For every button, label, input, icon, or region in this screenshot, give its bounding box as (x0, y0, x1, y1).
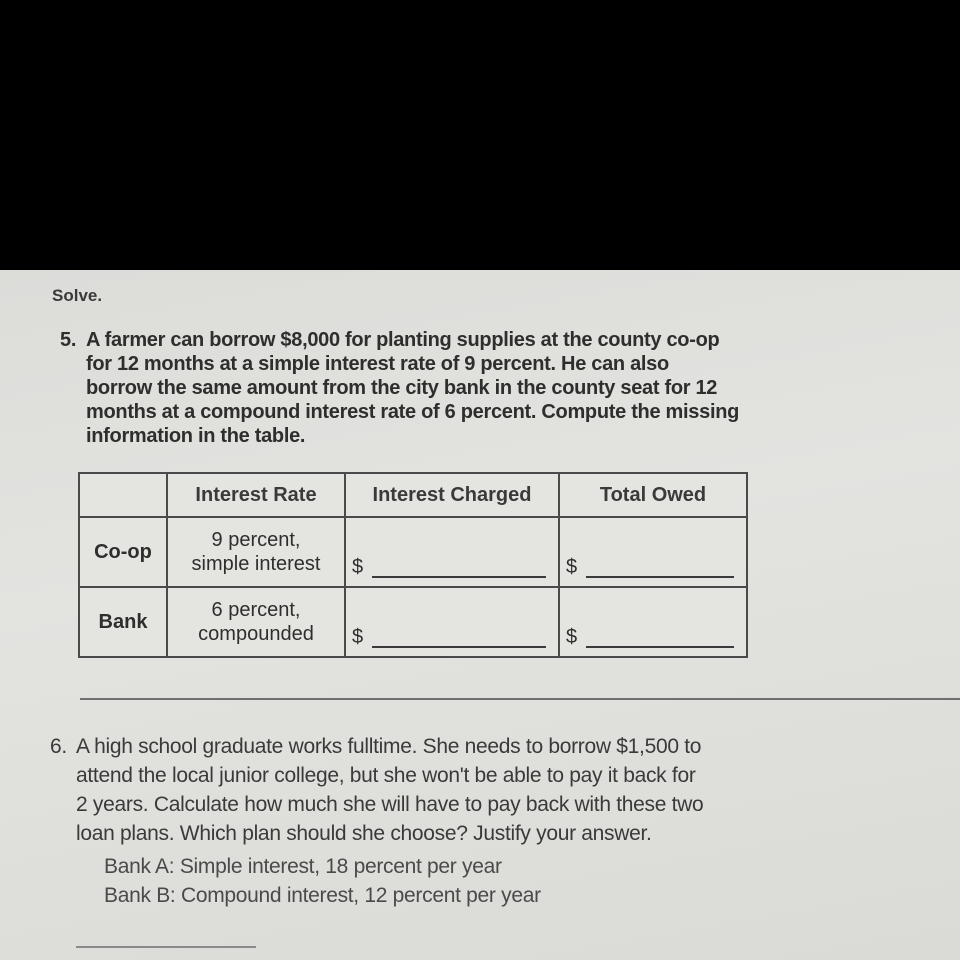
problem-5-text (60, 328, 739, 448)
problem-6-line: A high school graduate works fulltime. She needs to borrow $1,500 to (76, 735, 702, 758)
interest-charged-blank-bank[interactable] (345, 587, 559, 657)
problem-5-line: information in the table. (86, 425, 306, 447)
answer-rule (586, 576, 734, 578)
problem-5-line: A farmer can borrow $8,000 for planting supplies at the county co-op (86, 329, 720, 351)
problem-6-text (50, 732, 703, 848)
problem-5 (60, 328, 739, 448)
answer-line[interactable] (76, 946, 256, 948)
dollar-sign: $ (566, 556, 578, 578)
loan-plan-bank-b: Bank B: Compound interest, 12 percent per year (104, 884, 541, 907)
row-label-bank: Bank (79, 587, 167, 657)
table-header-row (79, 473, 747, 517)
interest-charged-blank-coop[interactable] (345, 517, 559, 587)
problem-6-line: loan plans. Which plan should she choose? Justify your answer. (76, 822, 652, 845)
problem-6-line: attend the local junior college, but she won't be able to pay it back for (76, 764, 696, 787)
rate-type: simple interest (191, 553, 321, 575)
table-header-empty (79, 473, 167, 517)
table-row-bank (79, 587, 747, 657)
problem-5-number: 5. (60, 329, 77, 351)
table-header-interest-charged: Interest Charged (345, 473, 559, 517)
loan-plan-bank-a: Bank A: Simple interest, 18 percent per year (104, 855, 502, 878)
problem-6 (50, 732, 703, 910)
rate-cell-bank (167, 587, 345, 657)
problem-6-number: 6. (50, 735, 67, 758)
worksheet-page (0, 270, 960, 960)
answer-divider (80, 698, 960, 700)
row-label-coop: Co-op (79, 517, 167, 587)
answer-rule (372, 646, 546, 648)
loan-plans (50, 852, 703, 910)
table-header-interest-rate: Interest Rate (167, 473, 345, 517)
section-title: Solve. (52, 286, 103, 305)
problem-5-line: months at a compound interest rate of 6 percent. Compute the missing (86, 401, 740, 423)
dollar-sign: $ (352, 556, 364, 578)
table-header-total-owed: Total Owed (559, 473, 747, 517)
dollar-sign: $ (352, 626, 364, 648)
answer-rule (586, 646, 734, 648)
problem-5-line: for 12 months at a simple interest rate of 9 percent. He can also (86, 353, 669, 375)
total-owed-blank-bank[interactable] (559, 587, 747, 657)
interest-table (78, 472, 748, 658)
rate-value: 9 percent, (211, 529, 301, 551)
rate-cell-coop (167, 517, 345, 587)
rate-type: compounded (198, 623, 314, 645)
answer-rule (372, 576, 546, 578)
total-owed-blank-coop[interactable] (559, 517, 747, 587)
dollar-sign: $ (566, 626, 578, 648)
rate-value: 6 percent, (211, 599, 301, 621)
problem-6-line: 2 years. Calculate how much she will have to pay back with these two (76, 793, 704, 816)
problem-5-line: borrow the same amount from the city bank in the county seat for 12 (86, 377, 718, 399)
table-row-coop (79, 517, 747, 587)
